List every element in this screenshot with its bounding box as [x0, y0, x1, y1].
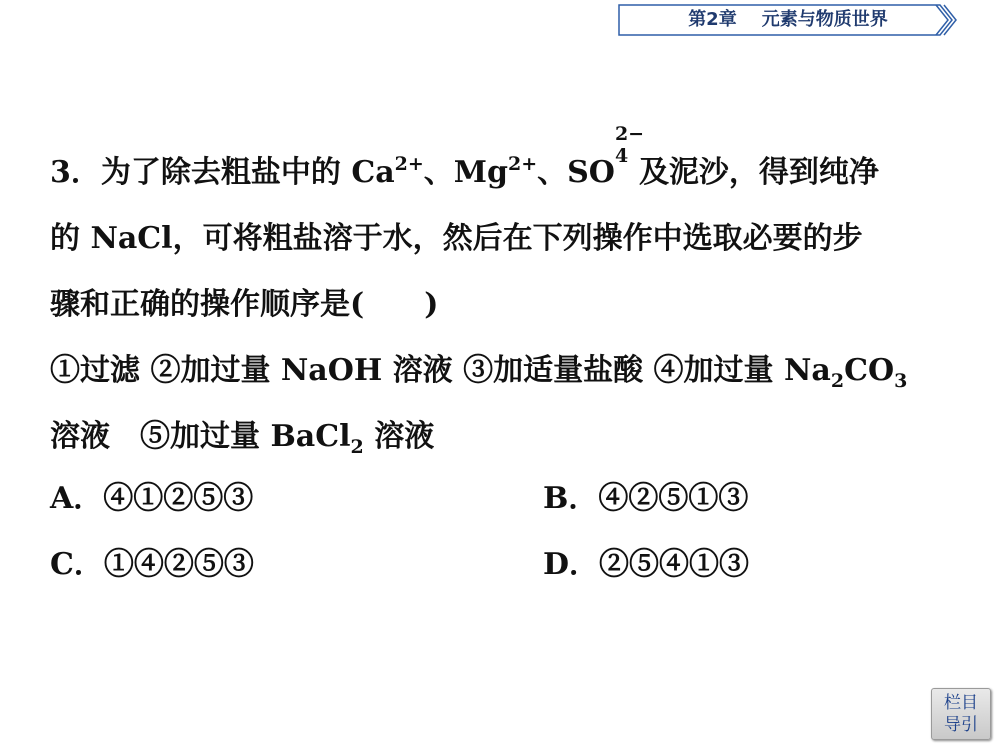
na2co3-subscript: 3 [894, 370, 908, 392]
question-line-3: 骤和正确的操作顺序是( ) [50, 287, 439, 322]
question-line-2: 的 NaCl，可将粗盐溶于水，然后在下列操作中选取必要的步 [50, 221, 863, 256]
steps-text: ①过滤 ②加过量 NaOH 溶液 ③加适量盐酸 ④加过量 Na [50, 353, 831, 388]
question-text: 及泥沙，得到纯净 [638, 155, 879, 190]
ion-mg: Mg [453, 155, 508, 190]
option-b[interactable]: B．④②⑤①③ [543, 481, 749, 516]
chapter-number: 第2章 [688, 9, 737, 30]
nav-guide-button[interactable] [931, 688, 991, 740]
question-line-5 [50, 404, 940, 470]
question-body [50, 123, 940, 470]
bacl2-subscript: 2 [350, 436, 364, 458]
steps-text: CO [844, 353, 895, 388]
chapter-title [638, 4, 938, 36]
ion-so4-scripts [614, 123, 645, 182]
ion-so4: SO [567, 155, 615, 190]
separator: 、 [423, 155, 454, 190]
question-line-4 [50, 338, 940, 404]
question-number: 3． [50, 155, 101, 190]
options-row-2 [50, 532, 940, 598]
question-text: 为了除去粗盐中的 [100, 155, 352, 190]
ion-ca: Ca [351, 155, 395, 190]
na2co3-subscript: 2 [830, 370, 845, 392]
question-line-1 [50, 123, 940, 206]
ion-ca-charge: 2+ [394, 153, 424, 175]
ion-so4-index: 4 [614, 145, 629, 167]
separator: 、 [537, 155, 568, 190]
steps-text: 溶液 [363, 419, 435, 454]
steps-text: 溶液 ⑤加过量 BaCl [50, 419, 351, 454]
option-a[interactable]: A．④①②⑤③ [50, 481, 254, 516]
option-d[interactable]: D．②⑤④①③ [543, 547, 750, 582]
nav-button-label-1: 栏目 [944, 693, 978, 713]
ion-so4-charge: 2− [614, 123, 645, 145]
nav-button-label-2: 导引 [944, 715, 978, 735]
answer-options [50, 466, 940, 598]
options-row-1 [50, 466, 940, 532]
ion-mg-charge: 2+ [507, 153, 538, 175]
chapter-banner [618, 4, 958, 36]
option-c[interactable]: C．①④②⑤③ [50, 547, 254, 582]
chapter-name: 元素与物质世界 [761, 9, 888, 30]
